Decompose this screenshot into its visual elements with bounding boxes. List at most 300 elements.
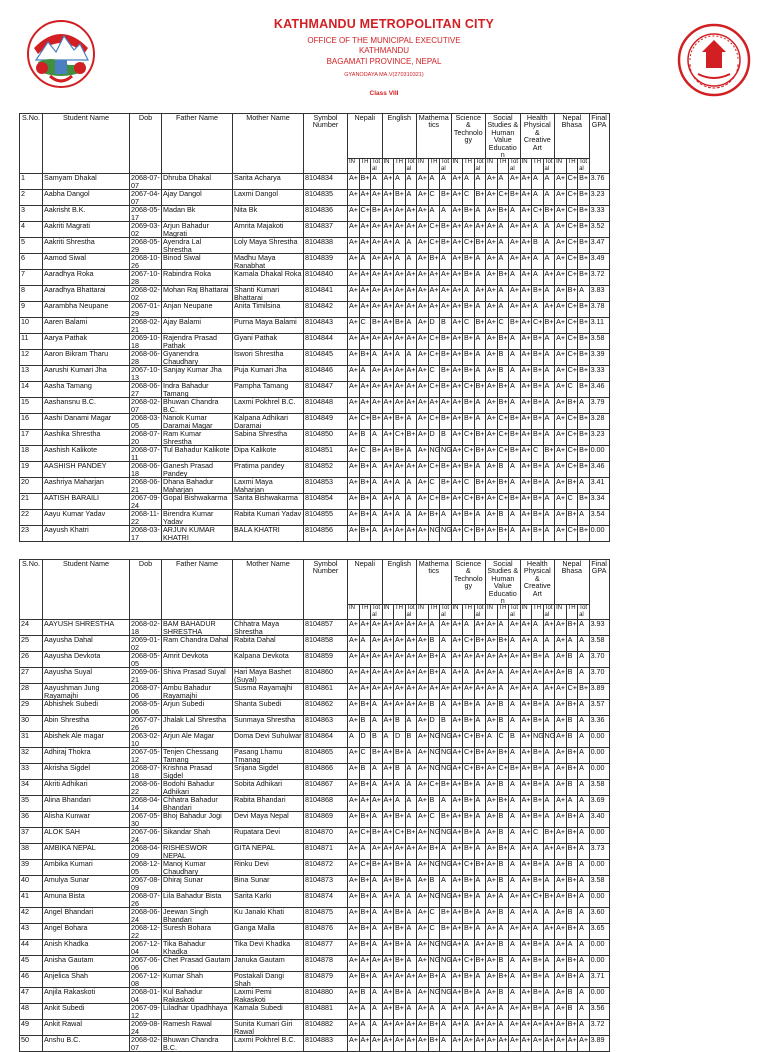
grade-cell: A+ xyxy=(555,190,567,206)
grade-cell: B+ xyxy=(532,748,544,764)
grade-cell: A+ xyxy=(486,988,498,1004)
grade-cell: A+ xyxy=(555,636,567,652)
student-name-cell: Aarambha Neupane xyxy=(43,302,130,318)
grade-cell: A xyxy=(543,334,555,350)
grade-cell: A xyxy=(578,700,590,716)
sno-cell: 1 xyxy=(20,174,43,190)
grade-cell: B xyxy=(440,318,452,334)
grade-cell: A+ xyxy=(417,828,429,844)
grade-cell: B+ xyxy=(463,972,475,988)
grade-cell: B+ xyxy=(497,748,509,764)
grade-cell: C xyxy=(428,908,440,924)
grade-cell: A+ xyxy=(451,668,463,684)
grade-cell: A xyxy=(578,1004,590,1020)
grade-cell: A+ xyxy=(451,876,463,892)
table-row xyxy=(20,366,610,382)
father-name-cell: Ramesh Rawal xyxy=(162,1020,233,1036)
grade-cell: A xyxy=(509,780,521,796)
sno-cell: 36 xyxy=(20,812,43,828)
grade-cell: A xyxy=(371,700,383,716)
grade-cell: A+ xyxy=(348,462,360,478)
grade-cell: A+ xyxy=(348,956,360,972)
father-name-cell: Binod Siwal xyxy=(162,254,233,270)
grade-cell: A+ xyxy=(348,334,360,350)
grade-cell: B+ xyxy=(359,478,371,494)
table-row xyxy=(20,1036,610,1052)
subheader-cell: TH xyxy=(532,159,544,174)
gpa-cell: 3.83 xyxy=(589,286,609,302)
grade-cell: A+ xyxy=(440,270,452,286)
grade-cell: B+ xyxy=(440,222,452,238)
grade-cell: A+ xyxy=(417,238,429,254)
grade-cell: A+ xyxy=(417,812,429,828)
symbol-number-cell: 8104835 xyxy=(304,190,348,206)
grade-cell: C+ xyxy=(566,334,578,350)
student-name-cell: Aasha Tamang xyxy=(43,382,130,398)
grade-cell: A+ xyxy=(486,302,498,318)
grade-cell: A xyxy=(463,1004,475,1020)
dob-cell: 2068-07-07 xyxy=(131,173,160,190)
grade-cell: A xyxy=(532,302,544,318)
grade-cell: A xyxy=(578,478,590,494)
grade-cell: A+ xyxy=(382,526,394,542)
father-name-cell: BAM BAHADUR SHRESTHA xyxy=(162,620,233,636)
grade-cell: C+ xyxy=(359,206,371,222)
grade-cell: A xyxy=(428,1004,440,1020)
grade-cell: A+ xyxy=(555,828,567,844)
grade-cell: B xyxy=(497,350,509,366)
sno-cell: 30 xyxy=(20,716,43,732)
grade-cell: B+ xyxy=(497,478,509,494)
grade-cell: A+ xyxy=(382,430,394,446)
grade-cell: A xyxy=(509,526,521,542)
grade-cell: A+ xyxy=(382,812,394,828)
grade-cell: A+ xyxy=(417,908,429,924)
class-label: Class VIII xyxy=(369,90,399,97)
grade-cell: B+ xyxy=(474,636,486,652)
grade-cell: B+ xyxy=(532,350,544,366)
grade-cell: A+ xyxy=(348,350,360,366)
father-name-cell: Sanjay Kumar Jha xyxy=(162,366,233,382)
grade-cell: B+ xyxy=(394,908,406,924)
symbol-header: Symbol Number xyxy=(304,114,348,174)
grade-cell: A xyxy=(428,206,440,222)
grade-cell: C xyxy=(497,732,509,748)
grade-cell: A+ xyxy=(348,1020,360,1036)
grade-cell: A+ xyxy=(417,254,429,270)
grade-cell: A+ xyxy=(417,972,429,988)
table-row xyxy=(20,732,610,748)
grade-cell: A+ xyxy=(451,748,463,764)
grade-cell: B+ xyxy=(463,828,475,844)
grade-cell: A+ xyxy=(348,748,360,764)
grade-cell: A xyxy=(463,620,475,636)
grade-cell: A xyxy=(440,1020,452,1036)
social-header: Social Studies & Human Value Education xyxy=(487,559,519,606)
grade-cell: A+ xyxy=(394,526,406,542)
grade-cell: C xyxy=(428,190,440,206)
father-name-cell: Jhalak Lal Shrestha xyxy=(162,716,233,732)
grade-cell: A xyxy=(371,908,383,924)
grade-cell: A+ xyxy=(405,366,417,382)
gpa-cell: 3.65 xyxy=(589,924,609,940)
dob-cell: 2068-05-06 xyxy=(131,699,160,716)
symbol-number-cell: 8104859 xyxy=(304,652,348,668)
grade-cell: A+ xyxy=(451,190,463,206)
grade-cell: NG xyxy=(428,860,440,876)
grade-cell: A xyxy=(348,732,360,748)
grade-cell: A xyxy=(543,972,555,988)
grade-cell: NG xyxy=(532,732,544,748)
grade-cell: A xyxy=(405,494,417,510)
father-name-cell: ARJUN KUMAR KHATRI xyxy=(162,526,233,542)
grade-cell: B+ xyxy=(428,510,440,526)
grade-cell: A+ xyxy=(440,302,452,318)
grade-cell: A xyxy=(474,876,486,892)
subheader-cell: Total xyxy=(544,159,553,173)
grade-cell: A+ xyxy=(451,254,463,270)
grade-cell: A xyxy=(440,636,452,652)
grade-cell: A+ xyxy=(463,652,475,668)
grade-cell: C+ xyxy=(463,446,475,462)
dob-cell: 2068-03-05 xyxy=(131,413,160,430)
grade-cell: A xyxy=(440,876,452,892)
father-name-cell: Bhuwan Chandra B.C. xyxy=(162,398,233,414)
english-header: English xyxy=(382,560,417,605)
grade-cell: A+ xyxy=(451,510,463,526)
gpa-cell: 3.58 xyxy=(589,636,609,652)
gpa-cell: 3.76 xyxy=(589,174,609,190)
grade-cell: A+ xyxy=(382,414,394,430)
grade-cell: B+ xyxy=(371,414,383,430)
symbol-number-cell: 8104857 xyxy=(304,620,348,636)
grade-cell: C+ xyxy=(359,414,371,430)
symbol-number-cell: 8104874 xyxy=(304,892,348,908)
mother-name-cell: Rupatara Devi xyxy=(233,828,304,844)
grade-cell: A+ xyxy=(555,988,567,1004)
grade-cell: A xyxy=(497,254,509,270)
grade-cell: A+ xyxy=(359,652,371,668)
grade-cell: A+ xyxy=(474,1004,486,1020)
grade-cell: A+ xyxy=(509,892,521,908)
grade-cell: A+ xyxy=(417,636,429,652)
grade-cell: A+ xyxy=(555,302,567,318)
grade-cell: A+ xyxy=(509,620,521,636)
grade-cell: A+ xyxy=(486,844,498,860)
grade-cell: A+ xyxy=(417,892,429,908)
grade-cell: A+ xyxy=(486,764,498,780)
nepal-bhasa-header: Nepal Bhasa xyxy=(555,560,590,605)
grade-cell: A+ xyxy=(382,748,394,764)
grade-cell: A xyxy=(405,860,417,876)
grade-cell: C+ xyxy=(497,430,509,446)
symbol-number-cell: 8104883 xyxy=(304,1036,348,1052)
father-name-cell: Ambu Bahadur Rayamajhi xyxy=(162,684,233,700)
grade-cell: A+ xyxy=(520,526,532,542)
symbol-number-cell: 8104854 xyxy=(304,494,348,510)
subheader-cell: IN xyxy=(520,159,532,174)
grade-cell: A+ xyxy=(382,398,394,414)
grade-cell: A+ xyxy=(555,382,567,398)
grade-cell: A+ xyxy=(451,780,463,796)
gpa-cell: 3.58 xyxy=(589,876,609,892)
grade-cell: A+ xyxy=(394,620,406,636)
dob-cell: 2068-06-22 xyxy=(131,779,160,796)
grade-cell: A+ xyxy=(348,1036,360,1052)
grade-cell: A+ xyxy=(359,1036,371,1052)
table-row xyxy=(20,286,610,302)
mother-name-cell: Rabita Kumari Yadav xyxy=(233,510,304,526)
gpa-cell: 0.00 xyxy=(589,892,609,908)
mother-name-cell: Sobita Adhikari xyxy=(233,780,304,796)
grade-cell: A+ xyxy=(359,398,371,414)
grade-cell: C xyxy=(566,382,578,398)
grade-cell: B xyxy=(394,764,406,780)
grade-cell: A xyxy=(509,270,521,286)
grade-cell: A+ xyxy=(417,940,429,956)
grade-cell: A+ xyxy=(382,302,394,318)
grade-cell: A xyxy=(578,780,590,796)
grade-cell: C+ xyxy=(359,860,371,876)
father-name-cell: Dhana Bahadur Maharjan xyxy=(162,478,233,494)
table-row xyxy=(20,494,610,510)
sno-cell: 7 xyxy=(20,270,43,286)
grade-cell: B+ xyxy=(474,526,486,542)
grade-cell: A xyxy=(578,860,590,876)
subheader-cell: TH xyxy=(497,159,509,174)
table-row xyxy=(20,636,610,652)
grade-cell: A xyxy=(428,174,440,190)
grade-cell: A+ xyxy=(382,636,394,652)
mother-name-cell: Januka Gautam xyxy=(233,956,304,972)
table-row xyxy=(20,780,610,796)
grade-cell: A+ xyxy=(555,254,567,270)
sno-cell: 12 xyxy=(20,350,43,366)
grade-cell: A xyxy=(371,988,383,1004)
grade-cell: B+ xyxy=(509,494,521,510)
dob-header: Dob xyxy=(130,114,162,174)
grade-cell: A+ xyxy=(555,924,567,940)
grade-cell: A+ xyxy=(520,414,532,430)
grade-cell: A xyxy=(405,780,417,796)
grade-cell: B xyxy=(497,988,509,1004)
grade-cell: A xyxy=(509,478,521,494)
subheader-cell: Total xyxy=(579,159,588,173)
gpa-cell: 0.00 xyxy=(589,526,609,542)
sno-cell: 23 xyxy=(20,526,43,542)
grade-cell: A+ xyxy=(451,334,463,350)
student-name-cell: AATISH BARAILI xyxy=(43,494,130,510)
grade-cell: A xyxy=(394,238,406,254)
grade-cell: A xyxy=(474,254,486,270)
name-header: Student Name xyxy=(43,114,130,174)
grade-cell: A+ xyxy=(428,270,440,286)
subheader-cell: IN xyxy=(348,605,360,620)
grade-cell: A xyxy=(578,716,590,732)
grade-cell: B+ xyxy=(440,462,452,478)
grade-cell: A+ xyxy=(382,318,394,334)
student-name-cell: Adhiraj Thokra xyxy=(43,748,130,764)
grade-cell: B xyxy=(566,988,578,1004)
grade-cell: A+ xyxy=(371,366,383,382)
student-name-cell: Samyam Dhakal xyxy=(43,174,130,190)
gpa-cell: 3.54 xyxy=(589,510,609,526)
student-name-cell: Ankit Subedi xyxy=(43,1004,130,1020)
grade-cell: C+ xyxy=(394,828,406,844)
grade-cell: B+ xyxy=(566,748,578,764)
subheader-cell: IN xyxy=(555,605,567,620)
grade-cell: A+ xyxy=(555,844,567,860)
grade-cell: A+ xyxy=(555,716,567,732)
grade-cell: A+ xyxy=(451,828,463,844)
grade-cell: C+ xyxy=(428,350,440,366)
grade-cell: A+ xyxy=(451,796,463,812)
grade-cell: B+ xyxy=(509,430,521,446)
grade-cell: B+ xyxy=(566,812,578,828)
father-name-cell: Ram Chandra Dahal xyxy=(162,636,233,652)
grade-cell: A+ xyxy=(382,780,394,796)
grade-cell: C+ xyxy=(463,494,475,510)
grade-cell: B+ xyxy=(532,812,544,828)
grade-cell: A+ xyxy=(555,238,567,254)
mother-name-cell: Laxmi Pokhrel B.C. xyxy=(233,1036,304,1052)
grade-cell: A+ xyxy=(417,652,429,668)
grade-cell: B+ xyxy=(440,812,452,828)
grade-cell: D xyxy=(428,716,440,732)
subheader-cell: IN xyxy=(451,159,463,174)
grade-cell: A+ xyxy=(555,206,567,222)
grade-cell: A xyxy=(578,636,590,652)
grade-cell: A+ xyxy=(348,860,360,876)
grade-cell: A+ xyxy=(520,988,532,1004)
grade-cell: A+ xyxy=(417,764,429,780)
subheader-cell: TH xyxy=(428,159,440,174)
grade-cell: B+ xyxy=(359,510,371,526)
symbol-number-cell: 8104865 xyxy=(304,748,348,764)
grade-cell: A+ xyxy=(405,652,417,668)
sno-cell: 44 xyxy=(20,940,43,956)
symbol-number-cell: 8104839 xyxy=(304,254,348,270)
city-name: KATHMANDU xyxy=(358,46,410,55)
grade-cell: A xyxy=(509,876,521,892)
subheader-cell: Total xyxy=(544,605,553,619)
grade-cell: C xyxy=(428,478,440,494)
symbol-number-cell: 8104882 xyxy=(304,1020,348,1036)
grade-cell: A xyxy=(578,892,590,908)
symbol-number-cell: 8104858 xyxy=(304,636,348,652)
grade-cell: B+ xyxy=(566,828,578,844)
gpa-cell: 0.00 xyxy=(589,732,609,748)
grade-cell: B+ xyxy=(463,844,475,860)
grade-cell: A+ xyxy=(509,286,521,302)
grade-cell: A+ xyxy=(451,1020,463,1036)
grade-cell: B xyxy=(497,940,509,956)
grade-cell: A+ xyxy=(417,748,429,764)
grade-cell: A xyxy=(578,924,590,940)
grade-cell: B xyxy=(497,908,509,924)
grade-cell: A xyxy=(578,732,590,748)
dob-cell: 2068-07-20 xyxy=(131,429,160,446)
grade-cell: A xyxy=(474,270,486,286)
grade-cell: C+ xyxy=(497,446,509,462)
grade-cell: C+ xyxy=(566,222,578,238)
grade-cell: A+ xyxy=(348,526,360,542)
grade-cell: A xyxy=(578,940,590,956)
table-row xyxy=(20,190,610,206)
grade-cell: A+ xyxy=(451,446,463,462)
grade-cell: A+ xyxy=(348,494,360,510)
grade-cell: C+ xyxy=(532,892,544,908)
grade-cell: A+ xyxy=(348,620,360,636)
symbol-number-cell: 8104878 xyxy=(304,956,348,972)
grade-cell: B+ xyxy=(509,446,521,462)
grade-cell: A+ xyxy=(417,796,429,812)
grade-cell: B xyxy=(497,700,509,716)
grade-cell: A+ xyxy=(486,478,498,494)
grade-cell: A+ xyxy=(486,956,498,972)
mother-name-cell: Laxmi Dangol xyxy=(233,190,304,206)
grade-cell: A+ xyxy=(555,732,567,748)
grade-cell: A+ xyxy=(555,446,567,462)
grade-cell: A xyxy=(509,700,521,716)
grade-cell: A xyxy=(440,510,452,526)
grade-cell: A+ xyxy=(451,652,463,668)
grade-cell: A+ xyxy=(371,796,383,812)
dob-cell: 2068-07-18 xyxy=(131,763,160,780)
grade-cell: A+ xyxy=(451,350,463,366)
grade-cell: A+ xyxy=(486,860,498,876)
sno-cell: 6 xyxy=(20,254,43,270)
grade-cell: A+ xyxy=(520,446,532,462)
symbol-number-cell: 8104875 xyxy=(304,908,348,924)
father-name-cell: Bhuwan Chandra B.C. xyxy=(162,1036,233,1052)
symbol-number-cell: 8104866 xyxy=(304,764,348,780)
grade-cell: A+ xyxy=(555,796,567,812)
grade-cell: A+ xyxy=(451,1004,463,1020)
grade-cell: B+ xyxy=(371,860,383,876)
subheader-cell: Total xyxy=(406,159,415,173)
grade-cell: A xyxy=(497,892,509,908)
nepali-header: Nepali xyxy=(348,114,383,159)
grade-cell: A+ xyxy=(371,254,383,270)
grade-cell: A xyxy=(578,620,590,636)
grade-cell: A+ xyxy=(520,796,532,812)
grade-cell: A+ xyxy=(520,366,532,382)
gpa-cell: 3.11 xyxy=(589,318,609,334)
grade-cell: A+ xyxy=(543,302,555,318)
grade-cell: A+ xyxy=(486,940,498,956)
table-row xyxy=(20,892,610,908)
sno-cell: 9 xyxy=(20,302,43,318)
dob-cell: 2067-01-29 xyxy=(131,301,160,318)
dob-cell: 2068-12-22 xyxy=(131,923,160,940)
grade-cell: A+ xyxy=(405,620,417,636)
grade-cell: A+ xyxy=(382,1036,394,1052)
symbol-number-cell: 8104847 xyxy=(304,382,348,398)
grade-cell: A+ xyxy=(497,1036,509,1052)
grade-cell: C xyxy=(428,924,440,940)
grade-cell: B+ xyxy=(371,318,383,334)
grade-cell: C+ xyxy=(497,494,509,510)
symbol-number-cell: 8104867 xyxy=(304,780,348,796)
grade-cell: A xyxy=(359,844,371,860)
grade-cell: A xyxy=(440,652,452,668)
grade-cell: C+ xyxy=(463,526,475,542)
grade-cell: A+ xyxy=(371,190,383,206)
grade-cell: A xyxy=(440,796,452,812)
grade-cell: A xyxy=(543,636,555,652)
father-name-cell: Rabindra Roka xyxy=(162,270,233,286)
